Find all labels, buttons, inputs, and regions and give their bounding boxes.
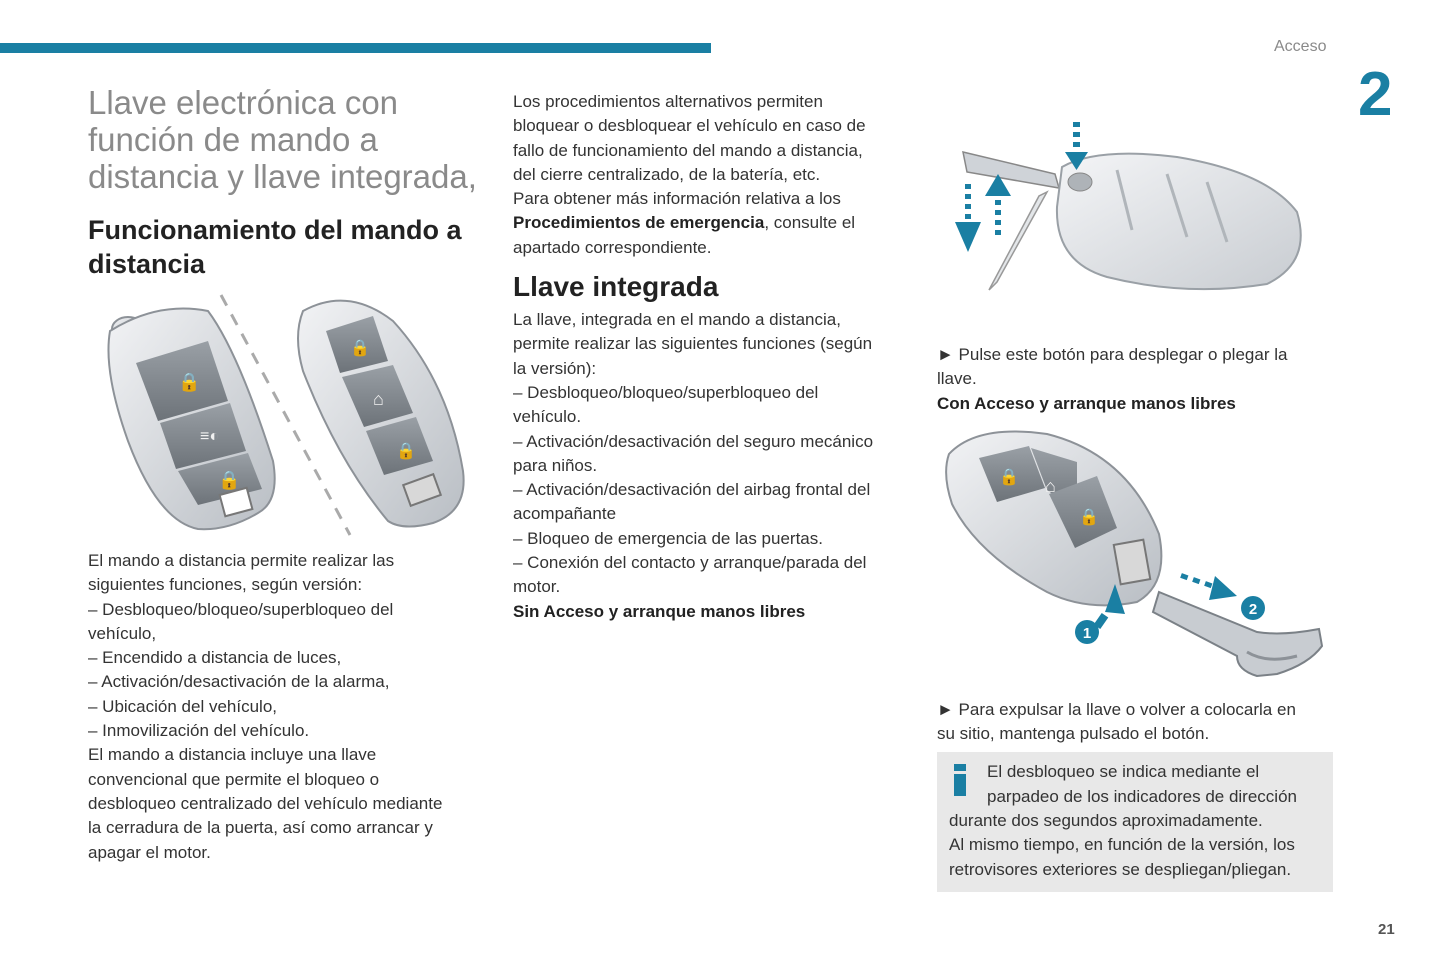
chapter-number: 2 <box>1358 60 1393 129</box>
keyless-key-eject-illustration <box>937 424 1337 684</box>
remote-functions-text: El mando a distancia permite realizar las siguientes funciones, según versión: – Desbloqueo/bloqueo/superbloqueo del vehículo, – Encendido a distancia de luces, – Activación/desactivación de la alarma, – Ubicación del vehículo, – Inmovilización del vehículo. El mando a distancia incluye una llave convencional que permite el bloqueo o desbloqueo centralizado del vehículo mediante la cerradura de la puerta, así como arrancar y apagar el motor. <box>88 551 443 862</box>
info-icon <box>953 764 967 796</box>
svg-text:≡◐: ≡◐ <box>200 428 219 445</box>
remote-keys-illustration <box>88 291 493 541</box>
callout-2-marker <box>1241 596 1265 620</box>
callout-1-label: 1 <box>1082 624 1092 642</box>
svg-text:🔒: 🔒 <box>178 372 201 392</box>
flip-key-unfold-illustration <box>937 112 1337 297</box>
column-middle <box>513 90 913 624</box>
section-label: Acceso <box>1274 38 1327 55</box>
step-unfold-text: ► Pulse este botón para desplegar o plegar la llave. Con Acceso y arranque manos libres <box>937 343 1337 416</box>
svg-text:🔒: 🔒 <box>396 443 416 460</box>
integrated-key-text: La llave, integrada en el mando a distancia, permite realizar las siguientes funciones (según la versión): – Desbloqueo/bloqueo/superbloqueo del vehículo. – Activación/desactivación del seguro mecánico para niños. – Activación/desactivación del airbag frontal del acompañante – Bloqueo de emergencia de las puertas. – Conexión del contacto y arranque/parada del motor. Sin Acceso y arranque manos libres <box>513 308 913 624</box>
info-note-box: El desbloqueo se indica mediante el parpadeo de los indicadores de dirección durante dos segundos aproximadamente. Al mismo tiempo, en función de la versión, los retrovisores exteriores se despliegan/pliegan. <box>937 752 1333 891</box>
callout-2-label: 2 <box>1248 600 1258 618</box>
svg-text:🔒: 🔒 <box>350 340 370 357</box>
column-right <box>937 112 1337 892</box>
with-keyless-label: Con Acceso y arranque manos libres <box>937 393 1236 413</box>
svg-text:🔒: 🔒 <box>218 470 241 490</box>
svg-text:⌂: ⌂ <box>373 389 384 409</box>
emergency-intro-text: Los procedimientos alternativos permiten bloquear o desbloquear el vehículo en caso de fallo de funcionamiento del mando a distancia, del cierre centralizado, de la batería, etc. Para obtener más información relativa a los Procedimientos de emergencia, consulte el apartado correspondiente. <box>513 92 866 257</box>
integrated-key-heading: Llave integrada <box>513 271 719 303</box>
without-keyless-label: Sin Acceso y arranque manos libres <box>513 601 806 621</box>
emergency-procedures-ref: Procedimientos de emergencia <box>513 213 765 233</box>
page-number: 21 <box>1378 921 1395 938</box>
callout-1-marker <box>1075 620 1099 644</box>
svg-text:🔒: 🔒 <box>1079 508 1099 526</box>
column-left <box>88 84 493 865</box>
remote-section-heading: Funcionamiento del mando a distancia <box>88 215 462 279</box>
step-eject-text: ► Para expulsar la llave o volver a colocarla en su sitio, mantenga pulsado el botón. <box>937 699 1296 744</box>
keyless-key-drawing <box>298 301 464 527</box>
svg-text:🔒: 🔒 <box>999 468 1019 486</box>
header-accent-bar <box>0 43 711 53</box>
flip-key-drawing <box>108 309 274 530</box>
svg-text:⌂: ⌂ <box>1045 475 1056 496</box>
page-title: Llave electrónica con función de mando a distancia y llave integrada, <box>88 84 477 195</box>
